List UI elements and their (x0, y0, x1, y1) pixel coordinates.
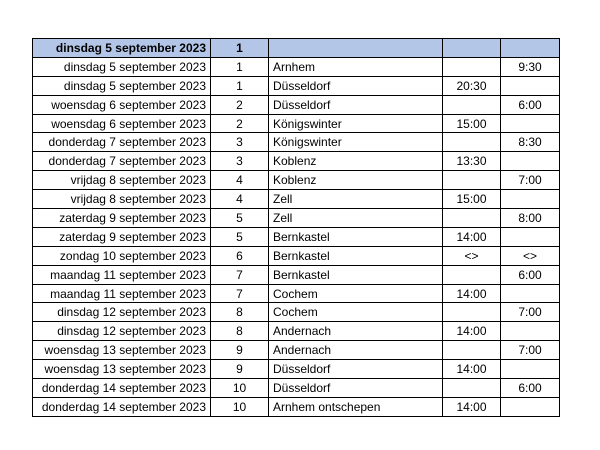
departure-cell (501, 397, 560, 416)
table-row (33, 227, 560, 246)
table-row (33, 190, 560, 209)
day-cell: 5 (211, 209, 269, 228)
arrival-cell (443, 171, 501, 190)
date-cell: dinsdag 12 september 2023 (33, 303, 211, 322)
day-cell: 7 (211, 265, 269, 284)
table-row (33, 152, 560, 171)
day-cell: 2 (211, 95, 269, 114)
place-cell: Zell (269, 190, 443, 209)
day-cell: 9 (211, 360, 269, 379)
table-row (33, 322, 560, 341)
departure-cell: <> (501, 246, 560, 265)
arrival-cell (443, 95, 501, 114)
day-cell: 3 (211, 133, 269, 152)
day-cell: 7 (211, 284, 269, 303)
place-cell: Koblenz (269, 152, 443, 171)
place-cell: Bernkastel (269, 265, 443, 284)
day-cell: 10 (211, 397, 269, 416)
date-cell: woensdag 6 september 2023 (33, 114, 211, 133)
day-cell: 3 (211, 152, 269, 171)
departure-cell (501, 360, 560, 379)
day-cell: 2 (211, 114, 269, 133)
date-cell: woensdag 13 september 2023 (33, 360, 211, 379)
departure-cell: 6:00 (501, 265, 560, 284)
table-row (33, 341, 560, 360)
departure-cell: 7:00 (501, 171, 560, 190)
day-cell: 1 (211, 57, 269, 76)
table-row (33, 303, 560, 322)
date-cell: donderdag 7 september 2023 (33, 152, 211, 171)
date-cell: dinsdag 5 september 2023 (33, 76, 211, 95)
place-cell: Cochem (269, 284, 443, 303)
day-cell: 4 (211, 171, 269, 190)
date-cell: donderdag 14 september 2023 (33, 397, 211, 416)
date-cell: vrijdag 8 september 2023 (33, 190, 211, 209)
departure-cell (501, 322, 560, 341)
arrival-cell: 13:30 (443, 152, 501, 171)
place-cell: Andernach (269, 322, 443, 341)
place-cell: Düsseldorf (269, 95, 443, 114)
departure-cell: 6:00 (501, 95, 560, 114)
table-row (33, 76, 560, 95)
table-row (33, 57, 560, 76)
place-cell: Zell (269, 209, 443, 228)
departure-cell (501, 190, 560, 209)
arrival-cell (443, 265, 501, 284)
date-cell: zaterdag 9 september 2023 (33, 209, 211, 228)
arrival-cell (443, 209, 501, 228)
arrival-cell: 14:00 (443, 227, 501, 246)
place-cell: Düsseldorf (269, 360, 443, 379)
arrival-cell: 14:00 (443, 322, 501, 341)
table-row (33, 397, 560, 416)
date-cell: donderdag 14 september 2023 (33, 379, 211, 398)
place-cell: Koblenz (269, 171, 443, 190)
place-cell: Düsseldorf (269, 379, 443, 398)
table-row (33, 133, 560, 152)
date-cell: donderdag 7 september 2023 (33, 133, 211, 152)
date-cell: zaterdag 9 september 2023 (33, 227, 211, 246)
departure-cell: 7:00 (501, 303, 560, 322)
arrival-cell: 14:00 (443, 360, 501, 379)
header-departure-cell (501, 39, 560, 58)
place-cell: Königswinter (269, 133, 443, 152)
table-row (33, 209, 560, 228)
departure-cell (501, 152, 560, 171)
day-cell: 8 (211, 322, 269, 341)
header-date-cell: dinsdag 5 september 2023 (33, 39, 211, 58)
departure-cell (501, 114, 560, 133)
day-cell: 5 (211, 227, 269, 246)
arrival-cell (443, 57, 501, 76)
table-row (33, 360, 560, 379)
day-cell: 10 (211, 379, 269, 398)
place-cell: Cochem (269, 303, 443, 322)
header-arrival-cell (443, 39, 501, 58)
table-row (33, 114, 560, 133)
date-cell: maandag 11 september 2023 (33, 284, 211, 303)
arrival-cell: 14:00 (443, 397, 501, 416)
place-cell: Arnhem (269, 57, 443, 76)
departure-cell: 7:00 (501, 341, 560, 360)
table-row (33, 95, 560, 114)
day-cell: 8 (211, 303, 269, 322)
departure-cell: 9:30 (501, 57, 560, 76)
day-cell: 1 (211, 76, 269, 95)
arrival-cell (443, 133, 501, 152)
departure-cell (501, 227, 560, 246)
place-cell: Arnhem ontschepen (269, 397, 443, 416)
arrival-cell (443, 379, 501, 398)
place-cell: Bernkastel (269, 246, 443, 265)
arrival-cell (443, 341, 501, 360)
table-row (33, 379, 560, 398)
place-cell: Düsseldorf (269, 76, 443, 95)
arrival-cell: 15:00 (443, 114, 501, 133)
departure-cell: 6:00 (501, 379, 560, 398)
day-cell: 9 (211, 341, 269, 360)
schedule-body (33, 39, 560, 417)
table-row (33, 284, 560, 303)
day-cell: 6 (211, 246, 269, 265)
table-row (33, 265, 560, 284)
arrival-cell: 15:00 (443, 190, 501, 209)
place-cell: Bernkastel (269, 227, 443, 246)
date-cell: dinsdag 5 september 2023 (33, 57, 211, 76)
departure-cell: 8:30 (501, 133, 560, 152)
date-cell: zondag 10 september 2023 (33, 246, 211, 265)
departure-cell (501, 284, 560, 303)
place-cell: Andernach (269, 341, 443, 360)
day-cell: 4 (211, 190, 269, 209)
place-cell: Königswinter (269, 114, 443, 133)
date-cell: woensdag 6 september 2023 (33, 95, 211, 114)
arrival-cell: <> (443, 246, 501, 265)
date-cell: maandag 11 september 2023 (33, 265, 211, 284)
departure-cell: 8:00 (501, 209, 560, 228)
table-row (33, 246, 560, 265)
date-cell: dinsdag 12 september 2023 (33, 322, 211, 341)
date-cell: woensdag 13 september 2023 (33, 341, 211, 360)
header-row (33, 39, 560, 58)
header-day-cell: 1 (211, 39, 269, 58)
schedule-table (32, 38, 560, 417)
arrival-cell: 20:30 (443, 76, 501, 95)
table-row (33, 171, 560, 190)
departure-cell (501, 76, 560, 95)
arrival-cell: 14:00 (443, 284, 501, 303)
arrival-cell (443, 303, 501, 322)
date-cell: vrijdag 8 september 2023 (33, 171, 211, 190)
header-place-cell (269, 39, 443, 58)
